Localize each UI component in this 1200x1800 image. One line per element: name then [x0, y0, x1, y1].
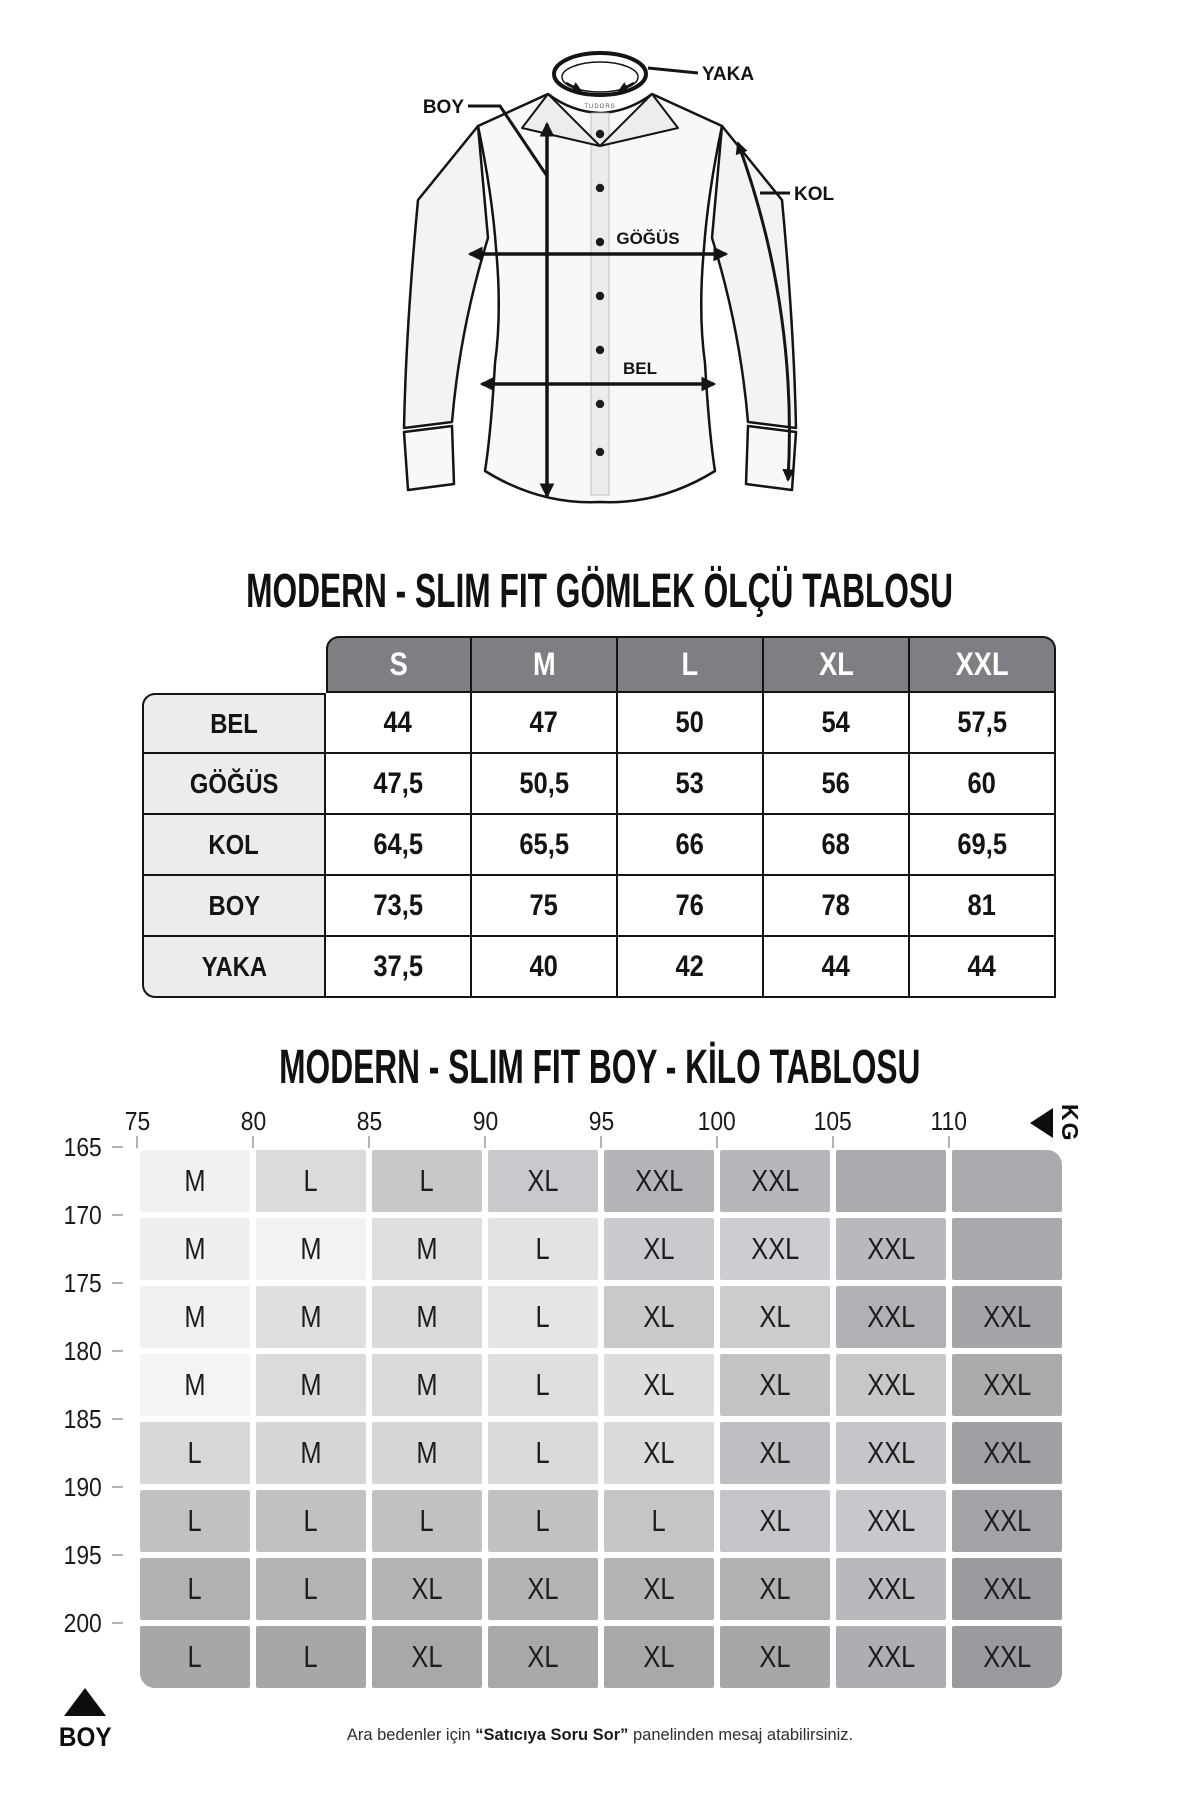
- size-cell: 73,5: [326, 876, 472, 937]
- fit-cell: XXL: [720, 1218, 830, 1280]
- size-cell: 68: [764, 815, 910, 876]
- fit-cell: XXL: [836, 1286, 946, 1348]
- kg-tick-mark: [368, 1136, 370, 1148]
- height-tick-mark: [112, 1350, 123, 1352]
- size-col-header: XL: [764, 636, 910, 693]
- gogus-diagram-label: GÖĞÜS: [616, 229, 680, 248]
- shirt-left-sleeve: [404, 126, 488, 428]
- fit-cell: XL: [488, 1626, 598, 1688]
- size-cell: 64,5: [326, 815, 472, 876]
- size-cell: 76: [618, 876, 764, 937]
- height-tick-label: 170: [63, 1200, 102, 1230]
- kg-tick-label: 80: [240, 1106, 266, 1136]
- collar-band-outer: [554, 53, 646, 95]
- height-tick-label: 185: [63, 1404, 102, 1434]
- size-cell: 54: [764, 693, 910, 754]
- kg-tick-mark: [484, 1136, 486, 1148]
- fit-cell: XL: [604, 1422, 714, 1484]
- size-cell: 47,5: [326, 754, 472, 815]
- boy-diagram-label: BOY: [422, 97, 464, 118]
- shirt-placket: [591, 113, 609, 495]
- size-col-header: M: [472, 636, 618, 693]
- size-cell: 44: [326, 693, 472, 754]
- fit-cell: XL: [604, 1218, 714, 1280]
- size-table-title: MODERN - SLIM FIT GÖMLEK ÖLÇÜ TABLOSU: [246, 565, 954, 618]
- fit-cell: [952, 1218, 1062, 1280]
- height-tick-mark: [112, 1622, 123, 1624]
- fit-cell: XXL: [836, 1218, 946, 1280]
- fit-cell: L: [140, 1558, 250, 1620]
- fit-cell: L: [140, 1490, 250, 1552]
- height-tick-mark: [112, 1146, 123, 1148]
- size-cell: 42: [618, 937, 764, 998]
- height-tick-mark: [112, 1282, 123, 1284]
- fit-cell: XL: [372, 1626, 482, 1688]
- kg-tick-mark: [948, 1136, 950, 1148]
- fit-cell: L: [256, 1150, 366, 1212]
- fit-cell: L: [372, 1150, 482, 1212]
- fit-cell: XL: [604, 1354, 714, 1416]
- fit-cell: M: [256, 1286, 366, 1348]
- fit-cell: L: [372, 1490, 482, 1552]
- fit-cell: L: [140, 1422, 250, 1484]
- size-cell: 69,5: [910, 815, 1056, 876]
- brand-text: TUDORS: [584, 104, 616, 110]
- fit-cell: L: [488, 1218, 598, 1280]
- yaka-callout-line: [648, 68, 698, 73]
- height-tick-label: 195: [63, 1540, 102, 1570]
- fit-cell: M: [140, 1150, 250, 1212]
- shirt-diagram: [360, 28, 840, 528]
- height-tick-mark: [112, 1214, 123, 1216]
- height-tick-label: 190: [63, 1472, 102, 1502]
- fit-cell: XXL: [952, 1286, 1062, 1348]
- kg-tick-label: 85: [356, 1106, 382, 1136]
- size-table: [142, 636, 1056, 998]
- fit-cell: XXL: [836, 1422, 946, 1484]
- fit-cell: XL: [720, 1626, 830, 1688]
- kg-tick-label: 95: [588, 1106, 614, 1136]
- footer-note-bold: “Satıcıya Soru Sor”: [475, 1726, 629, 1744]
- fit-cell: M: [140, 1218, 250, 1280]
- kg-tick-label: 75: [124, 1106, 150, 1136]
- fit-cell: M: [372, 1286, 482, 1348]
- kg-axis-label: KG: [1057, 1104, 1083, 1143]
- height-tick-mark: [112, 1418, 123, 1420]
- shirt-right-sleeve: [712, 126, 796, 428]
- fit-cell: L: [256, 1558, 366, 1620]
- fit-cell: [836, 1150, 946, 1212]
- size-cell: 60: [910, 754, 1056, 815]
- fit-cell: L: [488, 1286, 598, 1348]
- boy-axis-label: BOY: [58, 1722, 112, 1752]
- kg-tick-mark: [600, 1136, 602, 1148]
- fit-cell: M: [140, 1286, 250, 1348]
- fit-cell: XL: [604, 1286, 714, 1348]
- size-col-header: L: [618, 636, 764, 693]
- size-cell: 44: [910, 937, 1056, 998]
- kg-tick-label: 100: [697, 1106, 737, 1136]
- fit-cell: XL: [488, 1558, 598, 1620]
- fit-cell: L: [488, 1354, 598, 1416]
- footer-note-prefix: Ara bedenler için: [346, 1726, 476, 1744]
- yaka-diagram-label: YAKA: [702, 64, 755, 85]
- size-row-label: KOL: [142, 815, 326, 876]
- fit-cell: XL: [720, 1354, 830, 1416]
- height-tick-label: 200: [63, 1608, 102, 1638]
- fit-cell: XXL: [952, 1626, 1062, 1688]
- fit-cell: M: [256, 1422, 366, 1484]
- fit-cell: XL: [604, 1558, 714, 1620]
- size-cell: 47: [472, 693, 618, 754]
- size-cell: 66: [618, 815, 764, 876]
- fit-table-title: MODERN - SLIM FIT BOY - KİLO TABLOSU: [279, 1041, 921, 1094]
- size-cell: 81: [910, 876, 1056, 937]
- fit-cell: XXL: [952, 1422, 1062, 1484]
- height-tick-label: 165: [63, 1132, 102, 1162]
- size-cell: 37,5: [326, 937, 472, 998]
- kg-tick-mark: [136, 1136, 138, 1148]
- size-row-label: YAKA: [142, 937, 326, 998]
- fit-cell: XL: [720, 1558, 830, 1620]
- fit-cell: L: [256, 1490, 366, 1552]
- footer-note-suffix: panelinden mesaj atabilirsiniz.: [628, 1726, 854, 1744]
- fit-cell: L: [604, 1490, 714, 1552]
- kg-tick-mark: [832, 1136, 834, 1148]
- fit-cell: XL: [720, 1286, 830, 1348]
- fit-cell: XXL: [720, 1150, 830, 1212]
- size-cell: 40: [472, 937, 618, 998]
- fit-cell: XXL: [836, 1626, 946, 1688]
- height-tick-label: 180: [63, 1336, 102, 1366]
- size-row-label: BOY: [142, 876, 326, 937]
- fit-cell: L: [140, 1626, 250, 1688]
- fit-cell: XXL: [836, 1354, 946, 1416]
- fit-cell: M: [372, 1218, 482, 1280]
- bel-diagram-label: BEL: [623, 359, 657, 378]
- fit-cell: XXL: [952, 1558, 1062, 1620]
- kg-tick-label: 105: [813, 1106, 853, 1136]
- fit-cell: M: [256, 1218, 366, 1280]
- footer-note: [0, 1726, 1200, 1745]
- kg-tick-label: 110: [930, 1106, 968, 1136]
- size-cell: 78: [764, 876, 910, 937]
- size-cell: 53: [618, 754, 764, 815]
- fit-cell: L: [256, 1626, 366, 1688]
- kg-tick-label: 90: [472, 1106, 498, 1136]
- size-cell: 44: [764, 937, 910, 998]
- fit-cell: XXL: [836, 1558, 946, 1620]
- fit-cell: XXL: [952, 1354, 1062, 1416]
- fit-cell: XL: [720, 1422, 830, 1484]
- fit-cell: XXL: [604, 1150, 714, 1212]
- size-row-label: BEL: [142, 693, 326, 754]
- shirt-left-cuff: [404, 426, 454, 490]
- kg-tick-mark: [252, 1136, 254, 1148]
- height-tick-mark: [112, 1486, 123, 1488]
- size-row-label: GÖĞÜS: [142, 754, 326, 815]
- kg-axis-arrow-icon: [1030, 1108, 1053, 1138]
- fit-cell: XXL: [836, 1490, 946, 1552]
- fit-cell: M: [140, 1354, 250, 1416]
- kg-tick-mark: [716, 1136, 718, 1148]
- size-cell: 57,5: [910, 693, 1056, 754]
- fit-cell: XL: [488, 1150, 598, 1212]
- fit-cell: M: [372, 1422, 482, 1484]
- height-tick-label: 175: [63, 1268, 102, 1298]
- fit-cell: M: [372, 1354, 482, 1416]
- fit-cell: XL: [604, 1626, 714, 1688]
- fit-cell: [952, 1150, 1062, 1212]
- fit-grid: [140, 1150, 1062, 1688]
- height-tick-mark: [112, 1554, 123, 1556]
- fit-cell: L: [488, 1490, 598, 1552]
- fit-cell: XXL: [952, 1490, 1062, 1552]
- size-col-header: XXL: [910, 636, 1056, 693]
- fit-cell: L: [488, 1422, 598, 1484]
- size-cell: 50: [618, 693, 764, 754]
- size-cell: 65,5: [472, 815, 618, 876]
- size-cell: 56: [764, 754, 910, 815]
- size-cell: 75: [472, 876, 618, 937]
- size-cell: 50,5: [472, 754, 618, 815]
- kol-diagram-label: KOL: [794, 184, 835, 205]
- boy-axis-arrow-icon: [64, 1688, 106, 1716]
- size-col-header: S: [326, 636, 472, 693]
- fit-cell: XL: [372, 1558, 482, 1620]
- fit-cell: XL: [720, 1490, 830, 1552]
- fit-cell: M: [256, 1354, 366, 1416]
